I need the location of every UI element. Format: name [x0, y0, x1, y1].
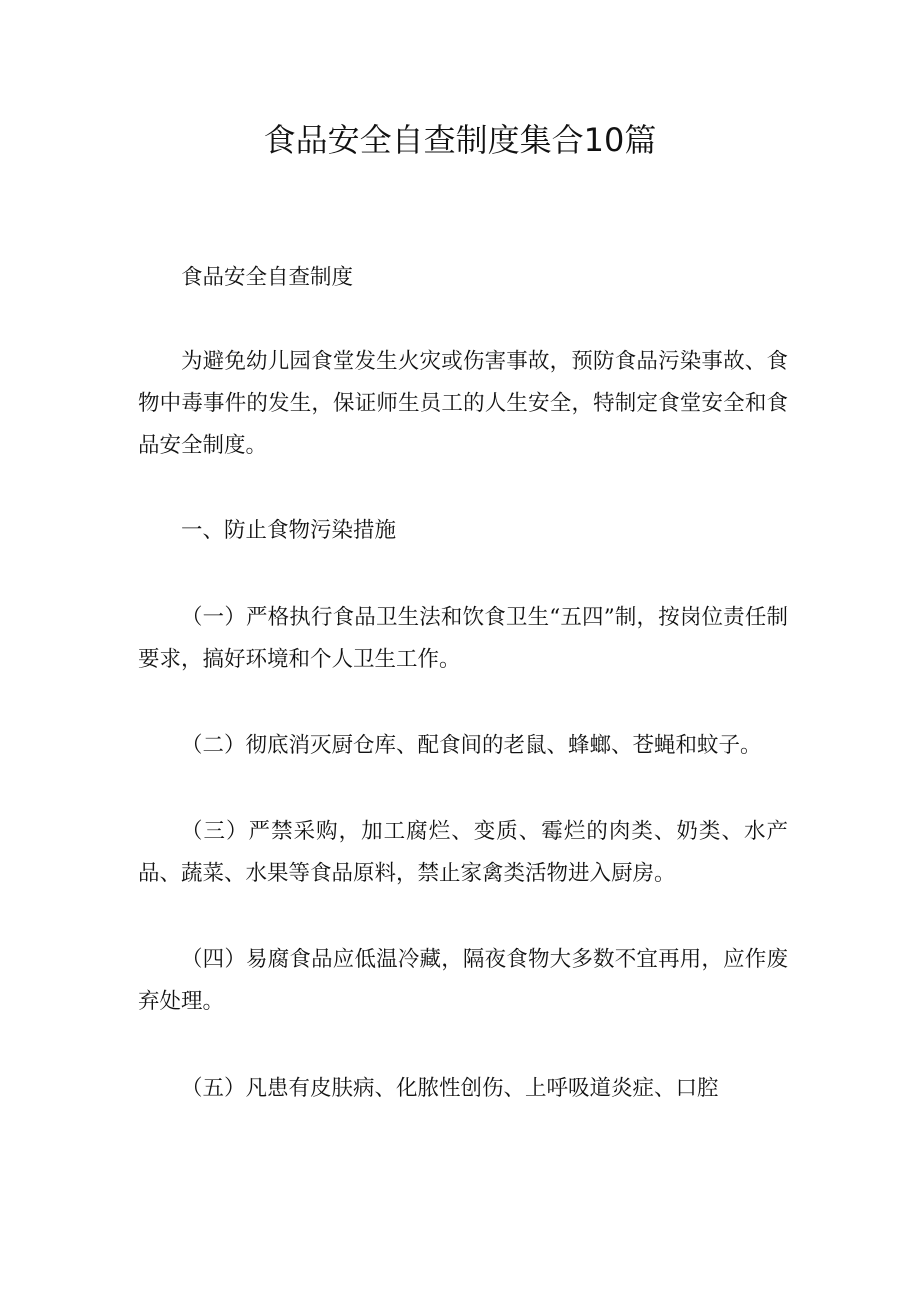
document-title: 食品安全自查制度集合10篇	[263, 121, 657, 159]
clause-4-paragraph: （四）易腐食品应低温冷藏，隔夜食物大多数不宜再用，应作废弃处理。	[138, 947, 788, 1014]
subsection-heading: 一、防止食物污染措施	[181, 518, 397, 543]
intro-paragraph: 为避免幼儿园食堂发生火灾或伤害事故，预防食品污染事故、食物中毒事件的发生，保证师生员工的人生安全，特制定食堂安全和食品安全制度。	[138, 349, 788, 458]
clause-5-paragraph: （五）凡患有皮肤病、化脓性创伤、上呼吸道炎症、口腔	[181, 1076, 719, 1101]
clause-1-paragraph: （一）严格执行食品卫生法和饮食卫生“五四”制，按岗位责任制要求，搞好环境和个人卫生工作。	[138, 605, 788, 672]
section-heading: 食品安全自查制度	[181, 265, 354, 290]
clause-3-paragraph: （三）严禁采购，加工腐烂、变质、霉烂的肉类、奶类、水产品、蔬菜、水果等食品原料，禁止家禽类活物进入厨房。	[138, 819, 788, 886]
clause-2-paragraph: （二）彻底消灭厨仓库、配食间的老鼠、蜂螂、苍蝇和蚊子。	[181, 733, 762, 758]
